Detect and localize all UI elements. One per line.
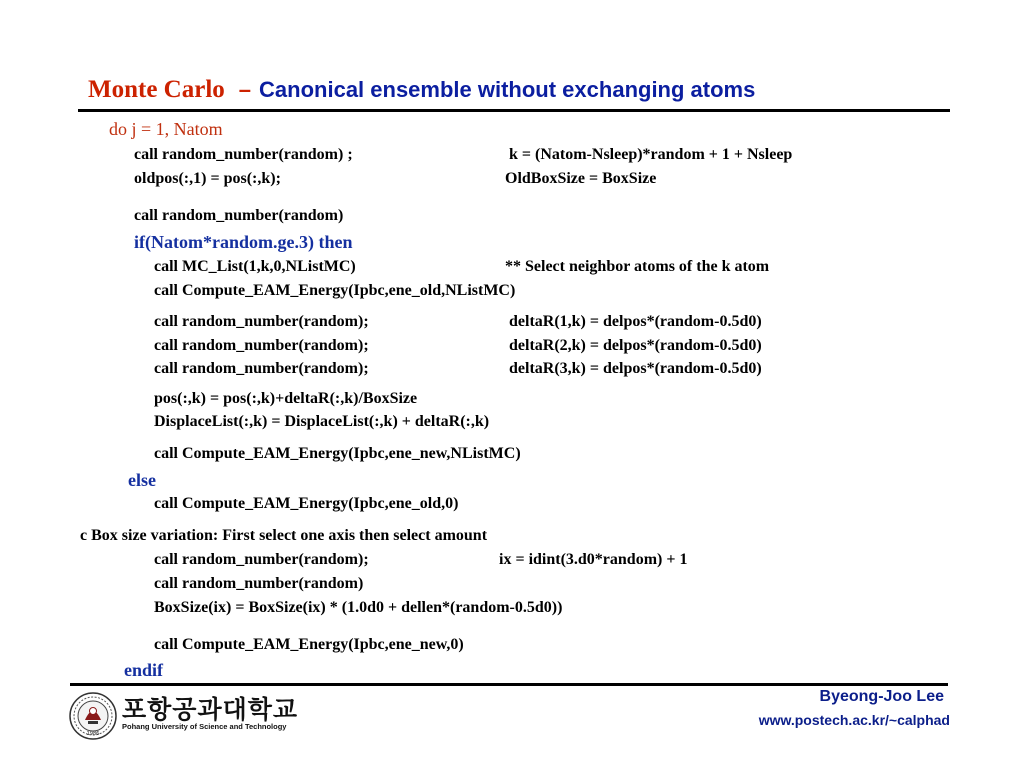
code-line: call Compute_EAM_Energy(Ipbc,ene_new,0) xyxy=(154,636,464,653)
code-line: call random_number(random); xyxy=(154,360,369,377)
title-part1: Monte Carlo xyxy=(88,76,225,103)
slide-title xyxy=(88,76,755,104)
loop-start-line: do j = 1, Natom xyxy=(109,119,223,139)
code-line: ix = idint(3.d0*random) + 1 xyxy=(499,551,688,568)
title-divider xyxy=(78,109,950,112)
author-url[interactable]: www.postech.ac.kr/~calphad xyxy=(758,712,950,728)
university-name-english: Pohang University of Science and Technology xyxy=(122,722,287,731)
university-emblem-icon xyxy=(68,690,118,747)
code-line: pos(:,k) = pos(:,k)+deltaR(:,k)/BoxSize xyxy=(154,390,418,407)
code-line: deltaR(1,k) = delpos*(random-0.5d0) xyxy=(509,313,762,330)
code-line: k = (Natom-Nsleep)*random + 1 + Nsleep xyxy=(509,146,793,163)
logo-year: 1986 xyxy=(86,731,100,737)
if-statement: if(Natom*random.ge.3) then xyxy=(134,232,353,252)
code-line: deltaR(3,k) = delpos*(random-0.5d0) xyxy=(509,360,762,377)
title-separator: – xyxy=(238,77,252,102)
code-line: oldpos(:,1) = pos(:,k); xyxy=(134,170,281,187)
else-statement: else xyxy=(128,470,156,490)
endif-statement: endif xyxy=(124,660,164,680)
code-line: call random_number(random) ; xyxy=(134,146,353,163)
code-line: BoxSize(ix) = BoxSize(ix) * (1.0d0 + dellen*(random-0.5d0)) xyxy=(154,599,563,616)
code-line: call Compute_EAM_Energy(Ipbc,ene_new,NListMC) xyxy=(154,445,521,462)
code-line: call Compute_EAM_Energy(Ipbc,ene_old,NListMC) xyxy=(154,282,516,299)
code-line: call random_number(random); xyxy=(154,551,369,568)
code-line: call random_number(random); xyxy=(154,313,369,330)
code-line: call MC_List(1,k,0,NListMC) xyxy=(154,258,356,275)
title-part2: Canonical ensemble without exchanging atoms xyxy=(259,77,756,102)
code-line: call random_number(random); xyxy=(154,337,369,354)
footer-divider xyxy=(70,683,948,686)
code-comment: c Box size variation: First select one axis then select amount xyxy=(80,527,488,544)
code-line: call Compute_EAM_Energy(Ipbc,ene_old,0) xyxy=(154,495,459,512)
code-line: OldBoxSize = BoxSize xyxy=(505,170,657,187)
university-name-korean: 포항공과대학교 xyxy=(122,695,299,724)
author-name: Byeong-Joo Lee xyxy=(819,688,944,705)
code-line: DisplaceList(:,k) = DisplaceList(:,k) + deltaR(:,k) xyxy=(154,413,490,430)
code-comment: ** Select neighbor atoms of the k atom xyxy=(505,258,770,275)
code-line: deltaR(2,k) = delpos*(random-0.5d0) xyxy=(509,337,762,354)
code-line: call random_number(random) xyxy=(154,575,364,592)
code-line: call random_number(random) xyxy=(134,207,344,224)
